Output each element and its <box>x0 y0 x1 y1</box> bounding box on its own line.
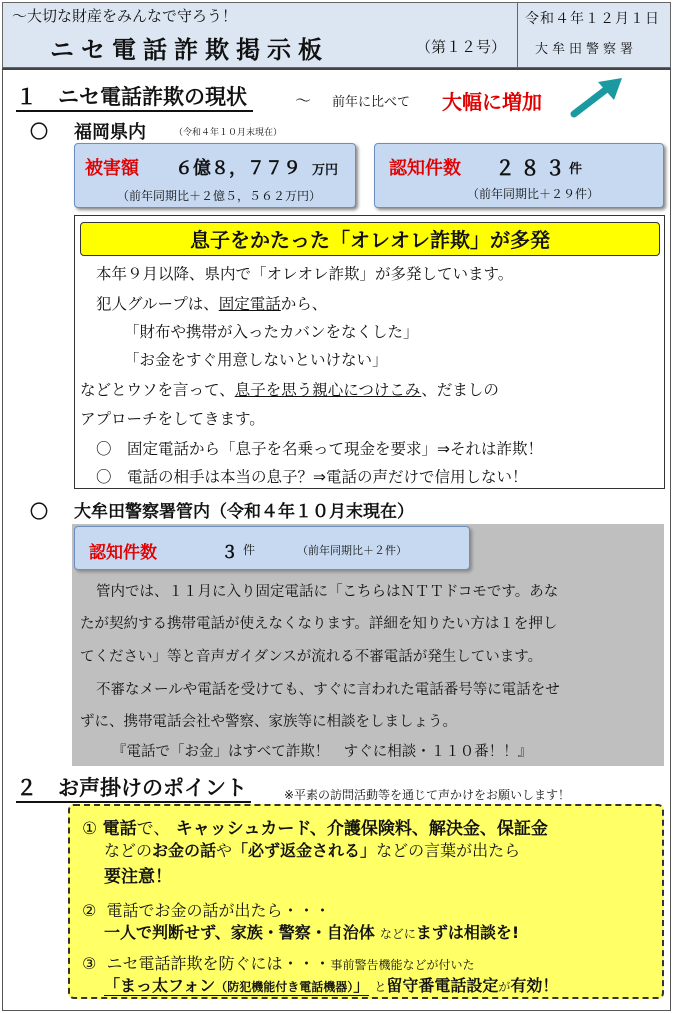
omuta-count-compare: （前年同期比＋２件） <box>297 544 407 557</box>
page-title: ニセ電話詐欺掲示板 <box>50 36 329 64</box>
ore-ore-headline: 息子をかたった「オレオレ詐欺」が多発 <box>80 222 660 256</box>
damage-unit: 万円 <box>312 163 339 178</box>
fukuoka-count-value: ２８３ <box>495 156 570 180</box>
section1-tilde: ～ <box>295 91 312 110</box>
omuta-count-box <box>74 526 470 570</box>
section2-heading: ２ お声掛けのポイント <box>16 775 251 803</box>
increase-text: 大幅に増加 <box>442 90 542 114</box>
omuta-count-value: ３ <box>221 543 238 563</box>
omuta-text-4: 不審なメールや電話を受けても、すぐに言われた電話番号等に電話をせ <box>96 682 560 698</box>
omuta-count-label: 認知件数 <box>89 543 157 563</box>
parent-love-underlined: 息子を思う親心につけこみ <box>234 381 422 399</box>
upward-arrow-icon <box>568 76 628 120</box>
point-2-line-1: ② 電話でお金の話が出たら・・・ <box>82 901 331 920</box>
point-1-line-3: 要注意！ <box>104 867 172 887</box>
omuta-text-5: ずに、携帯電話会社や警察、家族等に相談をしましょう。 <box>80 714 457 730</box>
issue-number: （第１２号） <box>416 38 507 56</box>
fukuoka-count-box <box>374 143 664 208</box>
point-1-line-2: などのお金の話や「必ず返金される」などの言葉が出たら <box>104 841 521 860</box>
ore-line-1: 本年９月以降、県内で「オレオレ詐欺」が多発しています。 <box>96 265 514 283</box>
compare-text: 前年に比べて <box>332 95 411 110</box>
ore-line-5: などとウソを言って、息子を思う親心につけこみ、だましの <box>80 381 499 399</box>
point-2-line-2: 一人で判断せず、家族・警察・自治体 などにまずは相談を! <box>104 923 520 942</box>
damage-compare: （前年同期比＋２億５，５６２万円） <box>117 189 322 203</box>
omuta-text-3: てください」等と音声ガイダンスが流れる不審電話が発生しています。 <box>80 649 543 665</box>
fukuoka-count-compare: （前年同期比＋２９件） <box>467 187 600 201</box>
issue-date: 令和４年１２月１日 <box>525 11 660 27</box>
ore-line-3: 「財布や携帯が入ったカバンをなくした」 <box>124 323 419 341</box>
omuta-text-2: たが契約する携帯電話が使えなくなります。詳細を知りたい方は１を押し <box>80 616 558 632</box>
ore-line-6: アプローチをしてきます。 <box>80 410 265 428</box>
ore-bullet-2: 〇 電話の相手は本当の息子？⇒電話の声だけで信用しない！ <box>96 468 528 486</box>
fukuoka-count-unit: 件 <box>569 162 583 177</box>
omuta-text-6: 『電話で「お金」はすべて詐欺！ すぐに相談・１１０番！！』 <box>112 744 533 760</box>
section2-note: ※平素の訪問活動等を通じて声かけをお願いします！ <box>284 788 571 802</box>
slogan: ～大切な財産をみんなで守ろう！ <box>12 7 238 25</box>
omuta-count-unit: 件 <box>243 543 256 557</box>
landline-underlined: 固定電話 <box>218 295 281 313</box>
point-3-line-2: 「まっ太フォン（防犯機能付き電話機器）」 と留守番電話設定が有効！ <box>104 976 559 995</box>
section1-heading: １ ニセ電話詐欺の現状 <box>16 84 253 112</box>
fukuoka-title: 福岡県内 <box>74 122 146 143</box>
fukuoka-count-label: 認知件数 <box>389 158 461 179</box>
header-bottom-rule <box>2 68 671 70</box>
point-3-line-1: ③ ニセ電話詐欺を防ぐには・・・事前警告機能などが付いた <box>82 954 475 973</box>
damage-value: ６億８，７７９ <box>175 158 301 179</box>
ore-line-2: 犯人グループは、固定電話から、 <box>96 295 328 313</box>
omuta-title: 大牟田警察署管内（令和４年１０月末現在） <box>74 502 414 522</box>
fukuoka-bullet: 〇 <box>30 122 48 143</box>
damage-amount-box <box>74 143 356 208</box>
ore-bullet-1: 〇 固定電話から「息子を名乗って現金を要求」⇒それは詐欺！ <box>96 440 543 458</box>
omuta-text-1: 管内では、１１月に入り固定電話に「こちらはＮＴＴドコモです。あな <box>96 584 559 600</box>
header-divider <box>517 2 518 68</box>
ore-line-4: 「お金をすぐ用意しないといけない」 <box>124 351 388 369</box>
point-1-line-1: ① 電話で、 キャッシュカード、介護保険料、解決金、保証金 <box>82 819 548 839</box>
police-station: 大牟田警察署 <box>535 42 638 57</box>
omuta-bullet: 〇 <box>30 502 48 523</box>
damage-label: 被害額 <box>85 158 139 179</box>
fukuoka-asof: （令和４年１０月末現在） <box>174 128 283 138</box>
mattafon-label: 「まっ太フォン（防犯機能付き電話機器）」 <box>104 976 370 995</box>
